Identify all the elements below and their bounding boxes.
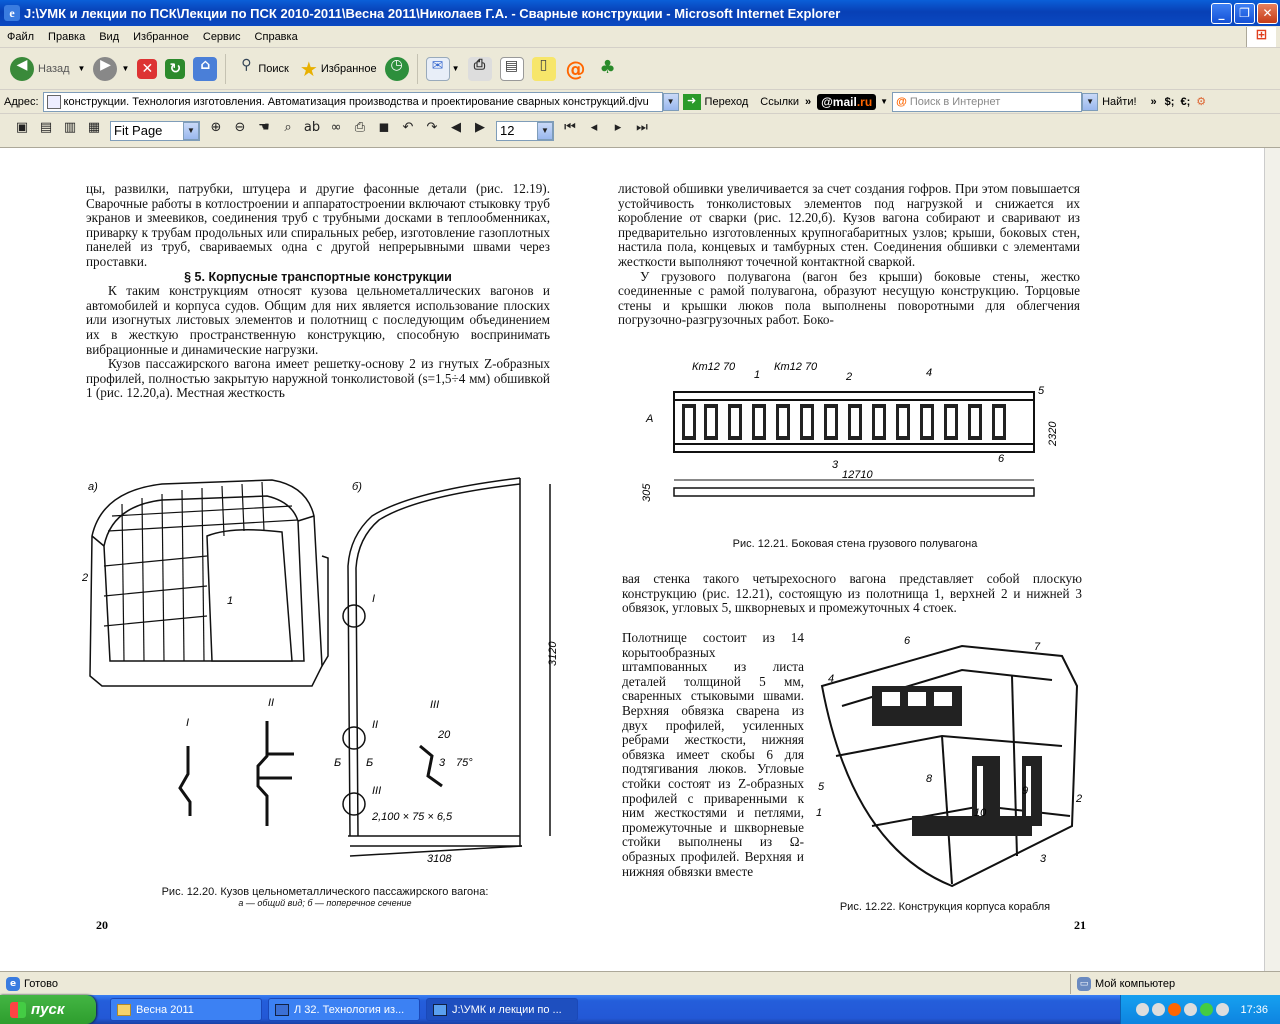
tray-icon-2[interactable] — [1152, 1003, 1165, 1016]
star-icon: ★ — [299, 56, 318, 81]
left-page-number: 20 — [96, 918, 108, 932]
left-paragraph-2: К таким конструкциям относят кузова цельнометаллических вагонов и автомобилей и корпуса судов. Общим для них является использование плоских или изогнутых листовых элементов и полотнищ с последующим объединением их в жесткую пространственную конструкцию, способную воспринимать вибрационные и динамические нагрузки. — [86, 283, 550, 357]
note-icon: ▯ — [532, 57, 556, 81]
mailru-logo-text: @mail — [821, 94, 857, 109]
search-button[interactable] — [230, 52, 292, 86]
refresh-button[interactable] — [161, 52, 189, 86]
dim-305: 305 — [641, 483, 653, 502]
next-page-icon[interactable]: ▸ — [614, 119, 622, 135]
euro-icon[interactable]: €; — [1180, 95, 1191, 108]
tray-icon-1[interactable] — [1136, 1003, 1149, 1016]
title-bar — [0, 0, 1280, 26]
mailru-button[interactable] — [560, 52, 592, 86]
close-button[interactable]: ✕ — [1257, 3, 1278, 24]
tray-mailru-icon[interactable] — [1168, 1003, 1181, 1016]
tray-icon-4[interactable] — [1184, 1003, 1197, 1016]
windows-logo-icon: ⊞ — [1246, 27, 1276, 47]
wall-panels — [682, 404, 1006, 440]
dim-3: 3 — [439, 757, 446, 769]
fig-b-label: б) — [352, 481, 362, 493]
favorites-button[interactable] — [293, 52, 381, 86]
label-n5: 5 — [1038, 385, 1045, 397]
figure-12-20-caption-line1: Рис. 12.20. Кузов цельнометаллического пассажирского вагона: — [161, 886, 489, 898]
system-tray — [1120, 995, 1280, 1024]
document-view[interactable] — [0, 148, 1280, 971]
start-label: пуск — [31, 1001, 65, 1018]
figure-12-20 — [82, 476, 562, 866]
task-word[interactable] — [268, 998, 420, 1021]
windows-flag-icon — [10, 1002, 26, 1018]
label-kt-1: Кт12 70 — [692, 361, 736, 373]
section-heading: § 5. Корпусные транспортные конструкции — [184, 269, 452, 284]
ship-label-2: 2 — [1076, 793, 1083, 805]
my-computer-icon: ▭ — [1077, 977, 1091, 991]
first-page-icon[interactable]: ⏮ — [564, 119, 576, 135]
ship-label-7: 7 — [1034, 641, 1041, 653]
links-chevron-icon[interactable]: » — [804, 95, 812, 108]
dim-3108: 3108 — [427, 853, 452, 865]
back-arrow-icon: ◀ — [10, 57, 34, 81]
djvu-page-icon[interactable]: ▤ — [39, 119, 53, 135]
page-number-value: 12 — [500, 123, 515, 138]
page-number-select[interactable] — [496, 121, 554, 141]
history-button[interactable] — [381, 52, 413, 86]
mailru-logo[interactable] — [817, 94, 876, 110]
right-page-text-top — [618, 182, 1080, 328]
find-binoculars-icon[interactable]: ∞ — [330, 119, 342, 135]
start-button[interactable] — [0, 995, 96, 1024]
label-2: 2 — [82, 572, 89, 584]
forward-dropdown-icon[interactable]: ▼ — [121, 64, 130, 73]
hand-tool-icon[interactable]: ☚ — [258, 119, 270, 135]
task-ie[interactable] — [426, 998, 578, 1021]
search-at-icon: @ — [896, 95, 907, 108]
home-icon: ⌂ — [193, 57, 217, 81]
djvu-print-icon[interactable]: ⎙ — [354, 119, 366, 135]
ship-label-4: 4 — [828, 673, 835, 685]
detail-II-label: II — [268, 697, 275, 709]
ie-task-icon — [433, 1004, 447, 1016]
rotate-left-icon[interactable]: ↶ — [402, 119, 414, 135]
address-input[interactable] — [43, 92, 663, 112]
settings-icon[interactable]: ⚙ — [1196, 96, 1207, 108]
task-folder[interactable] — [110, 998, 262, 1021]
back-dropdown-icon[interactable]: ▼ — [77, 64, 86, 73]
label-n3: 3 — [832, 459, 839, 471]
ship-label-8: 8 — [926, 773, 933, 785]
favorites-label: Избранное — [320, 62, 377, 75]
page-dropdown-icon[interactable]: ▼ — [537, 122, 553, 140]
menu-edit[interactable]: Правка — [48, 30, 86, 43]
internet-search-input[interactable] — [892, 92, 1082, 112]
zone-text: Мой компьютер — [1095, 977, 1176, 990]
zoom-select[interactable] — [110, 121, 200, 141]
ie-icon: e — [4, 5, 20, 21]
djvu-page3-icon[interactable]: ▦ — [87, 119, 101, 135]
menu-help[interactable]: Справка — [254, 30, 298, 43]
forward-arrow-icon: ▶ — [93, 57, 117, 81]
zoom-select-icon[interactable]: ⌕ — [284, 119, 292, 135]
label-kt-2: Кт12 70 — [774, 361, 818, 373]
word-icon — [275, 1004, 289, 1016]
prev-page-icon[interactable]: ◂ — [590, 119, 598, 135]
links-button[interactable]: Ссылки — [760, 95, 799, 108]
zoom-dropdown-icon[interactable]: ▼ — [183, 122, 199, 140]
ship-label-10: 10 — [974, 807, 987, 819]
dim-3120: 3120 — [547, 641, 559, 666]
back-button[interactable] — [6, 52, 89, 86]
left-paragraph-3: Кузов пассажирского вагона имеет решетку-основу 2 из гнутых Z-образных профилей, полностью закрытую наружной тонколистовой (s=1,5÷4 мм) обшивкой 1 (рис. 12.20,а). Местная жесткость — [86, 356, 550, 401]
djvu-toolbar — [0, 114, 1280, 148]
menu-tools[interactable]: Сервис — [202, 30, 241, 43]
task-folder-label: Весна 2011 — [136, 1003, 194, 1016]
zoom-value: Fit Page — [114, 123, 163, 138]
left-paragraph-1: цы, развилки, патрубки, штуцера и другие фасонные детали (рис. 12.19). Сварочные работы в котлостроении и аппаратостроении включают стыковку труб экранов и змеевиков, соединения труб с трубными досками в теплообменниках, приварку к трубам продольных или спиральных ребер, изготовление газоплотных панелей из труб, свариваемых одна с другой непрерывными швами через проставки. — [86, 181, 550, 269]
mailru-dropdown-icon[interactable]: ▼ — [880, 97, 889, 106]
toolbar-chevron-icon[interactable]: » — [1150, 95, 1157, 108]
toolbar-separator — [417, 54, 418, 84]
go-arrow-icon: ➜ — [683, 94, 701, 110]
task-ie-label: J:\УМК и лекции по ... — [452, 1003, 562, 1016]
dim-12710: 12710 — [842, 469, 873, 481]
messenger-button[interactable] — [592, 52, 624, 86]
address-label: Адрес: — [4, 95, 39, 108]
maximize-button[interactable]: ❐ — [1234, 3, 1255, 24]
go-label: Переход — [704, 95, 749, 108]
search-dropdown-icon[interactable]: ▼ — [1082, 93, 1098, 111]
home-button[interactable] — [189, 52, 221, 86]
dim-20: 20 — [438, 729, 451, 741]
address-bar — [0, 90, 1280, 114]
refresh-icon: ↻ — [165, 59, 185, 79]
djvu-doc-icon[interactable]: ▣ — [15, 119, 29, 135]
last-page-icon[interactable]: ⏭ — [636, 119, 648, 135]
history-icon: ◷ — [385, 57, 409, 81]
djvu-page2-icon[interactable]: ▥ — [63, 119, 77, 135]
label-n4: 4 — [926, 367, 933, 379]
label-a: А — [646, 413, 654, 425]
dim-75deg: 75° — [456, 757, 473, 769]
print-button[interactable] — [464, 52, 496, 86]
dim-profile: 2,100 × 75 × 6,5 — [372, 811, 453, 823]
window-title: J:\УМК и лекции по ПСК\Лекции по ПСК 2010-2011\Весна 2011\Николаев Г.А. - Сварные конструкции - Microsoft Internet Explorer — [24, 5, 841, 21]
search-placeholder: Поиск в Интернет — [909, 95, 1001, 108]
figure-12-21 — [636, 356, 1076, 516]
right-paragraph-1: листовой обшивки увеличивается за счет создания гофров. При этом повышается устойчивость тонколистовых элементов под нагрузкой и снижается их коробление от сварки (рис. 12.20,б). Кузов вагона собирают и сваривают из предварительно изготовленных крупногабаритных узлов; крыши, боковых стен, настила пола, концевых и тамбурных стен. Соединения обшивки с элементами жесткости выполняют точечной контактной сваркой. — [618, 181, 1080, 269]
menu-view[interactable]: Вид — [99, 30, 120, 43]
messenger-icon: ♣ — [599, 56, 616, 78]
section-I-marker: I — [372, 593, 376, 605]
page-icon — [47, 95, 61, 109]
vertical-scrollbar[interactable] — [1264, 148, 1280, 971]
nav-back-icon[interactable]: ◀ — [451, 119, 461, 135]
right-page-number: 21 — [1074, 918, 1086, 932]
menu-bar — [0, 26, 1280, 48]
wall-plan-view — [674, 488, 1034, 496]
figure-12-20-caption — [120, 886, 530, 908]
ie-page-icon: e — [6, 977, 20, 991]
b-marker-left: Б — [334, 757, 342, 769]
detail-III-label: III — [430, 699, 440, 711]
b-marker-right: Б — [366, 757, 374, 769]
zoom-in-icon[interactable]: ⊕ — [210, 119, 222, 135]
security-zone — [1070, 974, 1280, 994]
right-paragraph-2: У грузового полувагона (вагон без крыши) боковые стены, жестко соединенные с рамой полувагона, образуют несущую конструкцию. Торцовые стены и крышки люков пола выполнены поворотными для облегчения погрузочно-разгрузочных работ. Боко- — [618, 268, 1080, 328]
figure-12-20-caption-line2: а — общий вид; б — поперечное сечение — [238, 898, 412, 908]
figure-12-21-caption: Рис. 12.21. Боковая стена грузового полувагона — [732, 538, 978, 550]
search-label: Поиск — [258, 62, 289, 75]
edit-button[interactable] — [496, 52, 528, 86]
mail-dropdown-icon[interactable]: ▼ — [451, 64, 460, 73]
menu-favorites[interactable]: Избранное — [133, 30, 189, 43]
ship-label-1: 1 — [816, 807, 823, 819]
status-bar — [0, 971, 1280, 995]
edit-page-icon: ▤ — [500, 57, 524, 81]
ship-label-6: 6 — [904, 635, 911, 647]
ship-label-3: 3 — [1040, 853, 1047, 865]
mailru-logo-domain: .ru — [856, 94, 873, 109]
forward-button[interactable] — [89, 52, 133, 86]
toolbar-separator — [225, 54, 226, 84]
label-n1: 1 — [754, 369, 761, 381]
status-ready — [0, 977, 1070, 991]
fig-a-label: а) — [88, 481, 98, 493]
go-button[interactable] — [683, 94, 749, 110]
task-word-label: Л 32. Технология из... — [294, 1003, 405, 1016]
djvu-save-icon[interactable]: ◼ — [378, 119, 390, 135]
address-dropdown-icon[interactable]: ▼ — [663, 93, 679, 111]
figure-12-22-caption: Рис. 12.22. Конструкция корпуса корабля — [839, 901, 1051, 913]
left-page-text — [86, 182, 550, 401]
ship-label-9: 9 — [1022, 785, 1029, 797]
taskbar — [0, 995, 1280, 1024]
search-icon: ⚲ — [241, 56, 252, 73]
printer-icon: ⎙ — [468, 57, 492, 81]
rotate-right-icon[interactable]: ↷ — [426, 119, 438, 135]
stop-button[interactable] — [133, 52, 161, 86]
back-label: Назад — [38, 62, 70, 75]
status-text: Готово — [24, 977, 58, 990]
mail-button[interactable] — [422, 52, 464, 86]
label-n2: 2 — [846, 371, 853, 383]
tray-icon-5[interactable] — [1200, 1003, 1213, 1016]
dollar-icon[interactable]: $; — [1164, 95, 1175, 108]
figure-12-22 — [812, 626, 1092, 896]
label-1: 1 — [227, 595, 234, 607]
stop-icon: ✕ — [137, 59, 157, 79]
menu-file[interactable]: Файл — [7, 30, 35, 43]
mail-icon: ✉ — [426, 57, 450, 81]
find-button[interactable]: Найти! — [1102, 95, 1137, 108]
dim-2320: 2320 — [1047, 421, 1059, 446]
nav-forward-icon[interactable]: ▶ — [475, 119, 485, 135]
text-select-icon[interactable]: ab — [303, 119, 321, 135]
address-value: конструкции. Технология изготовления. Автоматизация производства и проектирование сварных конструкций.djvu — [63, 95, 649, 108]
right-paragraph-4: Полотнище состоит из 14 корытообразных штампованных из листа деталей толщиной 5 мм, сваренных стыковыми швами. Верхняя обвязка сварена из двух профилей, усиленных ребрами жесткости, нижняя обвязка имеет скобы 6 для подтягивания люков. Угловые стойки состоят из Z-образных профилей с приваренными к ним жесткостями и петлями, промежуточные и шкворневые стойки выполнены из Ω-образных профилей. Верхняя и нижняя обвязки вместе — [622, 630, 804, 879]
detail-I-label: I — [186, 717, 190, 729]
at-icon: @ — [565, 56, 586, 81]
notes-button[interactable] — [528, 52, 560, 86]
cross-section-drawing — [343, 478, 550, 856]
zoom-out-icon[interactable]: ⊖ — [234, 119, 246, 135]
right-paragraph-3: вая стенка такого четырехосного вагона представляет собой плоскую конструкцию (рис. 12.21), состоящую из полотнища 1, верхней 2 и нижней 3 обвязок, угловых 5, шкворневых и промежуточных 4 стоек. — [622, 571, 1082, 616]
standard-toolbar — [0, 48, 1280, 90]
section-III-marker: III — [372, 785, 382, 797]
section-II-marker: II — [372, 719, 379, 731]
minimize-button[interactable]: _ — [1211, 3, 1232, 24]
tray-volume-icon[interactable] — [1216, 1003, 1229, 1016]
ship-label-5: 5 — [818, 781, 825, 793]
folder-icon — [117, 1004, 131, 1016]
label-n6: 6 — [998, 453, 1005, 465]
clock: 17:36 — [1240, 1003, 1268, 1016]
